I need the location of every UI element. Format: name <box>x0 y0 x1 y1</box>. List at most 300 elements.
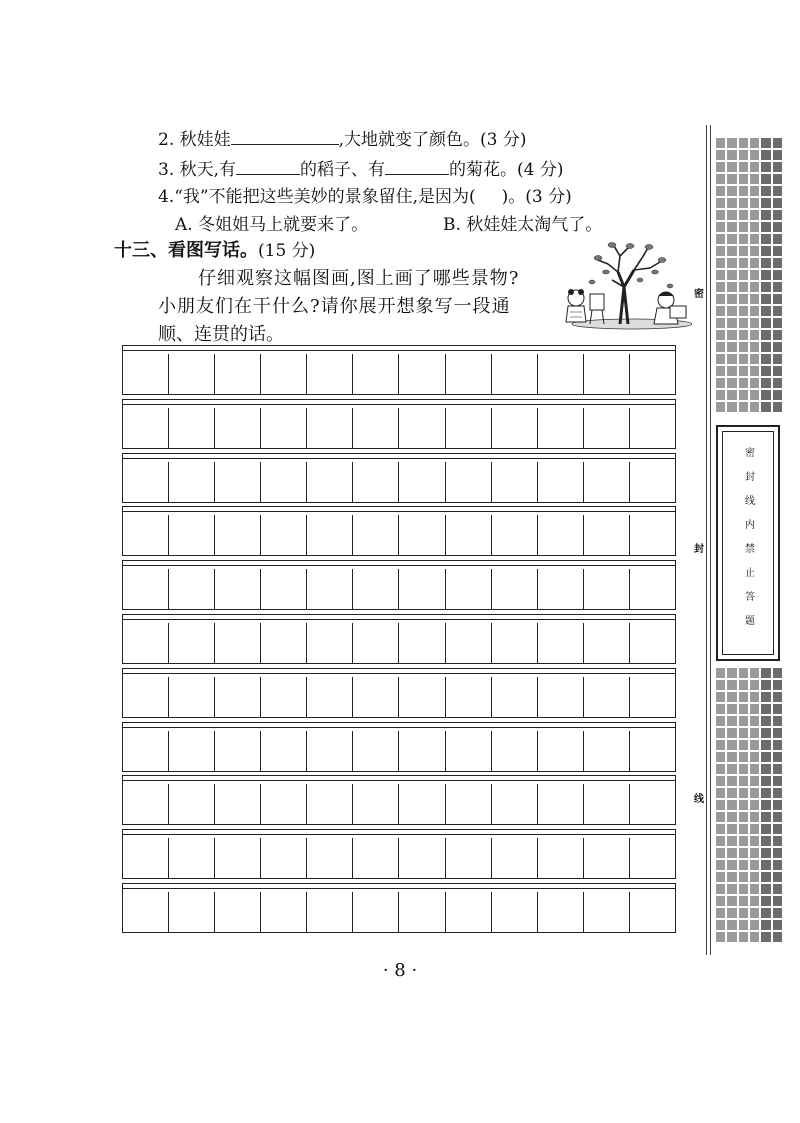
margin-pattern-dot <box>773 222 782 232</box>
margin-pattern-dot <box>716 306 725 316</box>
margin-pattern-dot <box>750 234 759 244</box>
margin-rule <box>710 125 711 955</box>
grid-cell[interactable] <box>353 354 399 394</box>
option-b[interactable]: B. 秋娃娃太淘气了。 <box>443 215 603 235</box>
margin-pattern-dot <box>750 908 759 918</box>
grid-cell[interactable] <box>353 515 399 555</box>
grid-cell[interactable] <box>492 731 538 771</box>
grid-cell[interactable] <box>446 462 492 502</box>
grid-cell[interactable] <box>399 408 445 448</box>
notice-text: 密封线内禁止答题 <box>742 447 754 639</box>
grid-cell[interactable] <box>215 408 261 448</box>
margin-pattern-dot <box>773 138 782 148</box>
margin-pattern-dot <box>761 800 770 810</box>
margin-pattern-dot <box>727 860 736 870</box>
grid-cell[interactable] <box>630 892 675 932</box>
margin-pattern-dot <box>773 680 782 690</box>
margin-pattern-dot <box>761 668 770 678</box>
margin-pattern-dot <box>773 354 782 364</box>
margin-pattern-dot <box>773 150 782 160</box>
grid-row <box>122 668 676 718</box>
grid-cell[interactable] <box>123 838 169 878</box>
grid-cell[interactable] <box>630 838 675 878</box>
grid-cell[interactable] <box>538 731 584 771</box>
margin-pattern-dot <box>761 162 770 172</box>
margin-pattern-dot <box>750 210 759 220</box>
grid-cell[interactable] <box>584 784 630 824</box>
margin-pattern-dot <box>739 752 748 762</box>
margin-pattern-dot <box>773 740 782 750</box>
margin-pattern-dot <box>773 246 782 256</box>
grid-cell[interactable] <box>307 515 353 555</box>
grid-cell[interactable] <box>169 569 215 609</box>
margin-pattern-dot <box>750 330 759 340</box>
grid-cell[interactable] <box>307 892 353 932</box>
grid-cell[interactable] <box>492 784 538 824</box>
margin-pattern-dot <box>761 692 770 702</box>
grid-cell[interactable] <box>630 784 675 824</box>
grid-cell[interactable] <box>584 623 630 663</box>
grid-cell[interactable] <box>261 892 307 932</box>
margin-pattern-dot <box>739 150 748 160</box>
grid-cell[interactable] <box>446 892 492 932</box>
margin-pattern-dot <box>761 270 770 280</box>
margin-pattern-dot <box>739 860 748 870</box>
grid-cell[interactable] <box>630 515 675 555</box>
grid-row-top-rule <box>123 619 675 620</box>
margin-pattern-dot <box>739 306 748 316</box>
margin-pattern-dot <box>761 680 770 690</box>
margin-pattern-dot <box>727 752 736 762</box>
grid-cell[interactable] <box>123 677 169 717</box>
margin-pattern-dot <box>773 390 782 400</box>
grid-cell[interactable] <box>399 838 445 878</box>
margin-pattern-dot <box>716 884 725 894</box>
margin-pattern-dot <box>761 728 770 738</box>
grid-row <box>122 614 676 664</box>
grid-cell[interactable] <box>538 354 584 394</box>
grid-cell[interactable] <box>215 515 261 555</box>
answer-blank[interactable] <box>236 158 300 175</box>
margin-pattern-dot <box>727 330 736 340</box>
margin-pattern-dot <box>750 306 759 316</box>
grid-cell[interactable] <box>169 731 215 771</box>
margin-pattern-dot <box>761 246 770 256</box>
margin-pattern-dot <box>773 330 782 340</box>
writing-grid <box>122 345 676 937</box>
grid-cell[interactable] <box>123 515 169 555</box>
margin-pattern-dot <box>739 800 748 810</box>
grid-cell[interactable] <box>492 677 538 717</box>
margin-pattern-dot <box>727 764 736 774</box>
margin-pattern-dot <box>761 824 770 834</box>
margin-pattern-dot <box>773 812 782 822</box>
margin-pattern-dot <box>750 740 759 750</box>
grid-cell[interactable] <box>399 731 445 771</box>
grid-cell[interactable] <box>630 731 675 771</box>
margin-pattern-dot <box>739 920 748 930</box>
grid-cell[interactable] <box>261 731 307 771</box>
margin-pattern-dot <box>773 234 782 244</box>
grid-cell[interactable] <box>446 838 492 878</box>
grid-cell[interactable] <box>169 838 215 878</box>
grid-cell[interactable] <box>261 462 307 502</box>
margin-pattern-dot <box>773 402 782 412</box>
margin-pattern-dot <box>761 366 770 376</box>
margin-pattern-dot <box>727 342 736 352</box>
grid-cell[interactable] <box>353 677 399 717</box>
grid-cell[interactable] <box>215 677 261 717</box>
grid-cell[interactable] <box>492 408 538 448</box>
section-score: (15 分) <box>258 241 316 261</box>
margin-pattern-dot <box>739 824 748 834</box>
grid-cell[interactable] <box>446 515 492 555</box>
grid-cell[interactable] <box>123 462 169 502</box>
margin-pattern-dot <box>750 776 759 786</box>
margin-pattern-dot <box>750 366 759 376</box>
margin-pattern-dot <box>761 210 770 220</box>
grid-cell[interactable] <box>261 515 307 555</box>
margin-pattern-dot <box>716 788 725 798</box>
margin-pattern-dot <box>773 378 782 388</box>
margin-pattern-dot <box>750 896 759 906</box>
grid-cell[interactable] <box>307 623 353 663</box>
grid-row-top-rule <box>123 350 675 351</box>
grid-cell[interactable] <box>215 892 261 932</box>
grid-cell[interactable] <box>492 515 538 555</box>
grid-cell[interactable] <box>169 623 215 663</box>
margin-pattern-dot <box>773 186 782 196</box>
seal-char-xian: 线 <box>694 790 704 805</box>
grid-cell[interactable] <box>584 677 630 717</box>
question-4: 4.“我”不能把这些美妙的景象留住,是因为( )。(3 分) <box>158 187 572 207</box>
margin-pattern-dot <box>739 764 748 774</box>
margin-pattern-dot <box>716 270 725 280</box>
grid-cell[interactable] <box>215 569 261 609</box>
margin-pattern-dot <box>727 788 736 798</box>
grid-row-top-rule <box>123 834 675 835</box>
margin-pattern-dot <box>727 824 736 834</box>
grid-cell[interactable] <box>446 784 492 824</box>
margin-pattern-dot <box>739 740 748 750</box>
margin-pattern-dot <box>739 872 748 882</box>
grid-cell[interactable] <box>492 462 538 502</box>
grid-cell[interactable] <box>353 408 399 448</box>
grid-cell[interactable] <box>399 515 445 555</box>
grid-cell[interactable] <box>307 462 353 502</box>
grid-cell[interactable] <box>538 623 584 663</box>
margin-pattern-dot <box>727 896 736 906</box>
margin-pattern-dot <box>773 848 782 858</box>
margin-pattern-dot <box>727 668 736 678</box>
margin-pattern-dot <box>761 764 770 774</box>
grid-row-top-rule <box>123 511 675 512</box>
prompt-line-2: 小朋友们在干什么?请你展开想象写一段通 <box>158 296 511 317</box>
margin-pattern-dot <box>750 932 759 942</box>
margin-pattern-dot <box>727 174 736 184</box>
grid-cells <box>123 892 675 932</box>
grid-cell[interactable] <box>307 354 353 394</box>
grid-cell[interactable] <box>307 784 353 824</box>
grid-cell[interactable] <box>169 462 215 502</box>
margin-pattern-dot <box>761 884 770 894</box>
grid-cell[interactable] <box>538 515 584 555</box>
grid-cells <box>123 838 675 878</box>
margin-pattern-dot <box>750 680 759 690</box>
grid-cell[interactable] <box>307 731 353 771</box>
grid-cell[interactable] <box>446 569 492 609</box>
grid-cell[interactable] <box>584 515 630 555</box>
grid-cell[interactable] <box>630 354 675 394</box>
margin-pattern-dot <box>761 390 770 400</box>
margin-pattern-dot <box>716 680 725 690</box>
margin-pattern-dot <box>750 920 759 930</box>
prompt-line-3: 顺、连贯的话。 <box>158 324 284 345</box>
grid-cell[interactable] <box>584 462 630 502</box>
margin-pattern-dot <box>761 234 770 244</box>
margin-pattern-dot <box>750 150 759 160</box>
margin-pattern-dot <box>727 692 736 702</box>
grid-cell[interactable] <box>584 838 630 878</box>
grid-row-top-rule <box>123 727 675 728</box>
margin-pattern-dot <box>773 282 782 292</box>
grid-cell[interactable] <box>538 408 584 448</box>
grid-cell[interactable] <box>353 462 399 502</box>
prompt-line-1: 仔细观察这幅图画,图上画了哪些景物? <box>198 268 520 289</box>
grid-cell[interactable] <box>307 569 353 609</box>
margin-pattern-dot <box>739 294 748 304</box>
margin-pattern-dot <box>739 932 748 942</box>
margin-pattern-dot <box>761 294 770 304</box>
grid-cell[interactable] <box>584 354 630 394</box>
grid-cell[interactable] <box>492 892 538 932</box>
grid-cell[interactable] <box>123 354 169 394</box>
margin-pattern-dot <box>761 752 770 762</box>
margin-pattern-dot <box>716 692 725 702</box>
margin-rule <box>706 125 707 955</box>
grid-cell[interactable] <box>538 462 584 502</box>
margin-pattern-dot <box>716 294 725 304</box>
grid-cell[interactable] <box>584 569 630 609</box>
grid-cell[interactable] <box>261 838 307 878</box>
margin-pattern-dot <box>739 776 748 786</box>
margin-pattern-dot <box>727 198 736 208</box>
grid-cell[interactable] <box>261 408 307 448</box>
margin-pattern-dot <box>761 354 770 364</box>
margin-pattern-top <box>716 138 782 412</box>
no-answer-notice-box <box>716 425 780 661</box>
grid-cell[interactable] <box>399 354 445 394</box>
tree-children-illustration <box>562 242 692 330</box>
grid-row-top-rule <box>123 780 675 781</box>
grid-cell[interactable] <box>169 677 215 717</box>
margin-pattern-dot <box>773 318 782 328</box>
grid-cell[interactable] <box>215 462 261 502</box>
grid-cell[interactable] <box>353 784 399 824</box>
grid-row <box>122 560 676 610</box>
margin-pattern-dot <box>716 872 725 882</box>
margin-pattern-dot <box>716 150 725 160</box>
grid-cells <box>123 677 675 717</box>
margin-pattern-dot <box>773 884 782 894</box>
grid-cell[interactable] <box>630 462 675 502</box>
grid-cell[interactable] <box>538 892 584 932</box>
grid-cell[interactable] <box>538 677 584 717</box>
grid-row <box>122 453 676 503</box>
margin-pattern-dot <box>727 294 736 304</box>
margin-pattern-dot <box>750 884 759 894</box>
grid-cells <box>123 731 675 771</box>
margin-pattern-dot <box>773 860 782 870</box>
answer-blank[interactable] <box>231 128 339 145</box>
margin-pattern-dot <box>773 366 782 376</box>
margin-pattern-dot <box>750 174 759 184</box>
margin-pattern-dot <box>761 776 770 786</box>
grid-cell[interactable] <box>215 731 261 771</box>
grid-cell[interactable] <box>399 623 445 663</box>
margin-pattern-dot <box>761 258 770 268</box>
grid-cell[interactable] <box>538 784 584 824</box>
margin-pattern-dot <box>773 908 782 918</box>
margin-pattern-dot <box>739 692 748 702</box>
grid-cell[interactable] <box>492 354 538 394</box>
grid-cell[interactable] <box>538 838 584 878</box>
margin-pattern-dot <box>750 812 759 822</box>
grid-cell[interactable] <box>446 408 492 448</box>
grid-cell[interactable] <box>215 354 261 394</box>
margin-pattern-dot <box>727 222 736 232</box>
grid-cell[interactable] <box>630 408 675 448</box>
margin-pattern-dot <box>761 860 770 870</box>
margin-pattern-dot <box>716 186 725 196</box>
grid-cell[interactable] <box>446 677 492 717</box>
grid-cell[interactable] <box>492 838 538 878</box>
margin-pattern-dot <box>750 860 759 870</box>
grid-cell[interactable] <box>261 354 307 394</box>
grid-cell[interactable] <box>399 892 445 932</box>
margin-pattern-dot <box>761 318 770 328</box>
grid-cell[interactable] <box>123 623 169 663</box>
section-title: 十三、看图写话。 <box>114 240 258 261</box>
grid-cell[interactable] <box>353 731 399 771</box>
margin-pattern-dot <box>716 824 725 834</box>
grid-cell[interactable] <box>399 784 445 824</box>
margin-pattern-dot <box>727 836 736 846</box>
margin-pattern-dot <box>761 186 770 196</box>
answer-blank[interactable] <box>385 158 449 175</box>
margin-pattern-dot <box>739 186 748 196</box>
margin-pattern-dot <box>716 812 725 822</box>
grid-cell[interactable] <box>353 623 399 663</box>
grid-cell[interactable] <box>261 677 307 717</box>
grid-row-top-rule <box>123 404 675 405</box>
grid-cell[interactable] <box>307 408 353 448</box>
grid-cell[interactable] <box>169 784 215 824</box>
grid-cell[interactable] <box>307 838 353 878</box>
grid-cell[interactable] <box>584 408 630 448</box>
margin-pattern-dot <box>761 920 770 930</box>
margin-pattern-dot <box>761 402 770 412</box>
margin-pattern-dot <box>727 390 736 400</box>
margin-pattern-dot <box>716 222 725 232</box>
margin-pattern-dot <box>716 740 725 750</box>
margin-pattern-dot <box>750 848 759 858</box>
grid-row-top-rule <box>123 673 675 674</box>
grid-cell[interactable] <box>123 569 169 609</box>
grid-cell[interactable] <box>261 569 307 609</box>
margin-pattern-dot <box>716 752 725 762</box>
grid-row <box>122 399 676 449</box>
margin-pattern-dot <box>773 294 782 304</box>
option-a[interactable]: A. 冬姐姐马上就要来了。 <box>175 215 369 235</box>
grid-cell[interactable] <box>399 462 445 502</box>
margin-pattern-dot <box>761 932 770 942</box>
grid-cell[interactable] <box>307 677 353 717</box>
page-number: · 8 · <box>382 960 418 981</box>
grid-cell[interactable] <box>215 784 261 824</box>
margin-pattern-dot <box>739 896 748 906</box>
margin-pattern-dot <box>761 282 770 292</box>
grid-cell[interactable] <box>169 892 215 932</box>
grid-cell[interactable] <box>538 569 584 609</box>
grid-cell[interactable] <box>215 838 261 878</box>
grid-cell[interactable] <box>123 408 169 448</box>
margin-pattern-dot <box>750 282 759 292</box>
margin-pattern-dot <box>727 150 736 160</box>
grid-cell[interactable] <box>353 838 399 878</box>
grid-cell[interactable] <box>353 892 399 932</box>
grid-cell[interactable] <box>630 623 675 663</box>
margin-pattern-dot <box>761 836 770 846</box>
grid-cell[interactable] <box>446 623 492 663</box>
margin-pattern-dot <box>716 848 725 858</box>
grid-cell[interactable] <box>261 623 307 663</box>
grid-cell[interactable] <box>446 354 492 394</box>
margin-pattern-dot <box>739 318 748 328</box>
grid-cell[interactable] <box>169 515 215 555</box>
margin-pattern-dot <box>716 246 725 256</box>
margin-pattern-dot <box>739 668 748 678</box>
margin-pattern-dot <box>761 740 770 750</box>
margin-pattern-dot <box>727 378 736 388</box>
grid-cell[interactable] <box>123 892 169 932</box>
margin-pattern-dot <box>727 306 736 316</box>
grid-cell[interactable] <box>399 569 445 609</box>
grid-cell[interactable] <box>261 784 307 824</box>
grid-cell[interactable] <box>169 408 215 448</box>
margin-pattern-dot <box>716 716 725 726</box>
grid-cell[interactable] <box>353 569 399 609</box>
grid-cell[interactable] <box>584 892 630 932</box>
grid-cell[interactable] <box>630 569 675 609</box>
margin-pattern-dot <box>739 162 748 172</box>
grid-cell[interactable] <box>215 623 261 663</box>
margin-pattern-dot <box>773 824 782 834</box>
grid-cell[interactable] <box>169 354 215 394</box>
grid-cell[interactable] <box>630 677 675 717</box>
grid-cell[interactable] <box>123 784 169 824</box>
grid-cell[interactable] <box>492 623 538 663</box>
margin-pattern-dot <box>739 330 748 340</box>
margin-pattern-dot <box>727 402 736 412</box>
grid-cell[interactable] <box>399 677 445 717</box>
grid-cell[interactable] <box>492 569 538 609</box>
grid-cell[interactable] <box>584 731 630 771</box>
grid-cell[interactable] <box>123 731 169 771</box>
grid-cells <box>123 569 675 609</box>
margin-pattern-dot <box>727 776 736 786</box>
grid-cell[interactable] <box>446 731 492 771</box>
